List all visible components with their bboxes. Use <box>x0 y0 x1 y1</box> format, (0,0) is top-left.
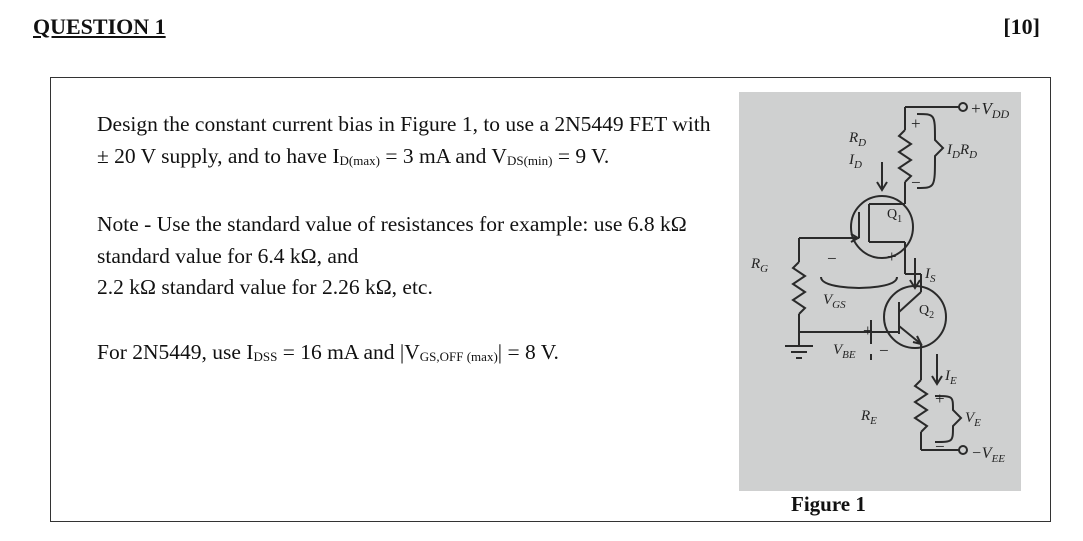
svg-text:VE: $V_E$ <box>965 410 981 429</box>
svg-text:Q2: $Q_2$ <box>919 303 935 321</box>
svg-text:RD: $R_D$ <box>849 130 867 149</box>
note-paragraph: Note - Use the standard value of resistances for example: use 6.8 kΩ standard value for 6.4 kΩ, and 2.2 kΩ standard value for 2.26 kΩ, etc. <box>97 212 687 299</box>
question-body <box>97 109 737 372</box>
svg-text:IDRD: $I_DR_D$ <box>947 142 978 161</box>
svg-text:−: − <box>879 341 889 360</box>
svg-text:RE: $R_E$ <box>861 408 877 427</box>
question-frame <box>50 77 1051 522</box>
svg-text:−: − <box>911 173 921 192</box>
question-title: QUESTION 1 <box>33 14 166 39</box>
svg-text:IS: $I_S$ <box>925 266 936 285</box>
circuit-diagram <box>739 92 1021 491</box>
design-paragraph: Design the constant current bias in Figure 1, to use a 2N5449 FET with ± 20 V supply, and to have $I_{D(max)} = 3$ mA and $V_{DS(min)} = 9$ V. <box>97 112 711 168</box>
svg-text:+VDD: $+V_{DD}$ <box>970 99 1010 121</box>
circuit-figure <box>739 92 1021 491</box>
svg-text:−VEE: $-V_{EE}$ <box>971 445 1006 465</box>
svg-text:IE: $I_E$ <box>945 368 957 387</box>
svg-text:−: − <box>827 249 837 268</box>
svg-text:+: + <box>887 247 897 266</box>
circuit-labels <box>750 99 1010 465</box>
svg-text:+: + <box>935 389 945 408</box>
params-paragraph: For 2N5449, use $I_{DSS} = 16$ mA and $|V_{GS,OFF (max)}| = 8$ V. <box>97 339 559 364</box>
figure-caption: Figure 1 <box>791 492 866 516</box>
question-marks: [10] <box>1003 14 1040 39</box>
svg-text:−: − <box>935 437 945 456</box>
svg-text:Q1: $Q_1$ <box>887 207 903 225</box>
svg-text:+: + <box>863 321 873 340</box>
svg-text:VGS: $V_{GS}$ <box>823 292 846 311</box>
svg-text:+: + <box>911 114 921 133</box>
svg-text:RG: $R_G$ <box>751 256 769 275</box>
svg-text:ID: $I_D$ <box>849 152 862 171</box>
svg-text:VBE: $V_{BE}$ <box>833 342 856 361</box>
